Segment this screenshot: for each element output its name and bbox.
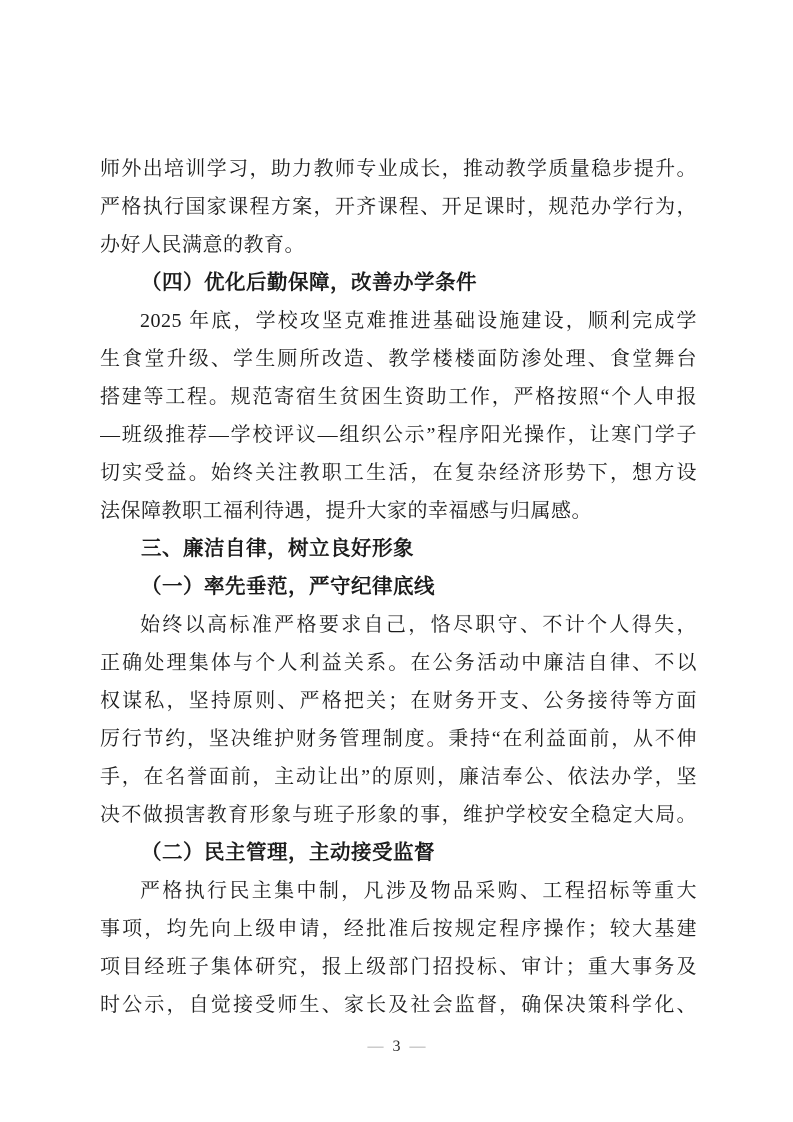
text-line: 搭建等工程。规范寄宿生贫困生资助工作，严格按照“个人申报 — [100, 386, 697, 408]
heading-line: （一）率先垂范，严守纪律底线 — [141, 576, 435, 598]
document-body — [100, 150, 697, 1024]
text-line: 办好人民满意的教育。 — [100, 234, 305, 256]
text-line: 事项，均先向上级申请，经批准后按规定程序操作；较大基建 — [100, 918, 697, 940]
text-line: 项目经班子集体研究，报上级部门招投标、审计；重大事务及 — [100, 956, 697, 978]
text-line: 时公示，自觉接受师生、家长及社会监督，确保决策科学化、 — [100, 994, 697, 1016]
text-line: 严格执行国家课程方案，开齐课程、开足课时，规范办学行为， — [100, 196, 697, 218]
text-line: 正确处理集体与个人利益关系。在公务活动中廉洁自律、不以 — [100, 652, 697, 674]
text-line: 法保障教职工福利待遇，提升大家的幸福感与归属感。 — [100, 500, 592, 522]
footer-right-dash: — — [409, 1038, 426, 1055]
text-line: 厉行节约，坚决维护财务管理制度。秉持“在利益面前，从不伸 — [100, 728, 697, 750]
text-line: 权谋私，坚持原则、严格把关；在财务开支、公务接待等方面 — [100, 690, 697, 712]
heading-line: 三、廉洁自律，树立良好形象 — [141, 537, 414, 560]
text-line: 手，在名誉面前，主动让出”的原则，廉洁奉公、依法办学，坚 — [100, 766, 697, 788]
text-line: 生食堂升级、学生厕所改造、教学楼楼面防渗处理、食堂舞台 — [100, 348, 697, 370]
heading-line: （四）优化后勤保障，改善办学条件 — [141, 272, 477, 294]
text-line: 2025 年底，学校攻坚克难推进基础设施建设，顺利完成学 — [140, 310, 697, 332]
text-line: 始终以高标准严格要求自己，恪尽职守、不计个人得失， — [140, 614, 697, 636]
text-line: 决不做损害教育形象与班子形象的事，维护学校安全稳定大局。 — [100, 804, 697, 826]
page-footer — [0, 1034, 793, 1060]
text-line: 严格执行民主集中制，凡涉及物品采购、工程招标等重大 — [140, 880, 697, 902]
text-line: 切实受益。始终关注教职工生活，在复杂经济形势下，想方设 — [100, 462, 697, 484]
text-line: 师外出培训学习，助力教师专业成长，推动教学质量稳步提升。 — [100, 158, 697, 180]
footer-left-dash: — — [367, 1038, 384, 1055]
page-number: 3 — [392, 1038, 401, 1055]
text-line: —班级推荐—学校评议—组织公示”程序阳光操作，让寒门学子 — [100, 424, 697, 446]
heading-line: （二）民主管理，主动接受监督 — [141, 842, 435, 864]
